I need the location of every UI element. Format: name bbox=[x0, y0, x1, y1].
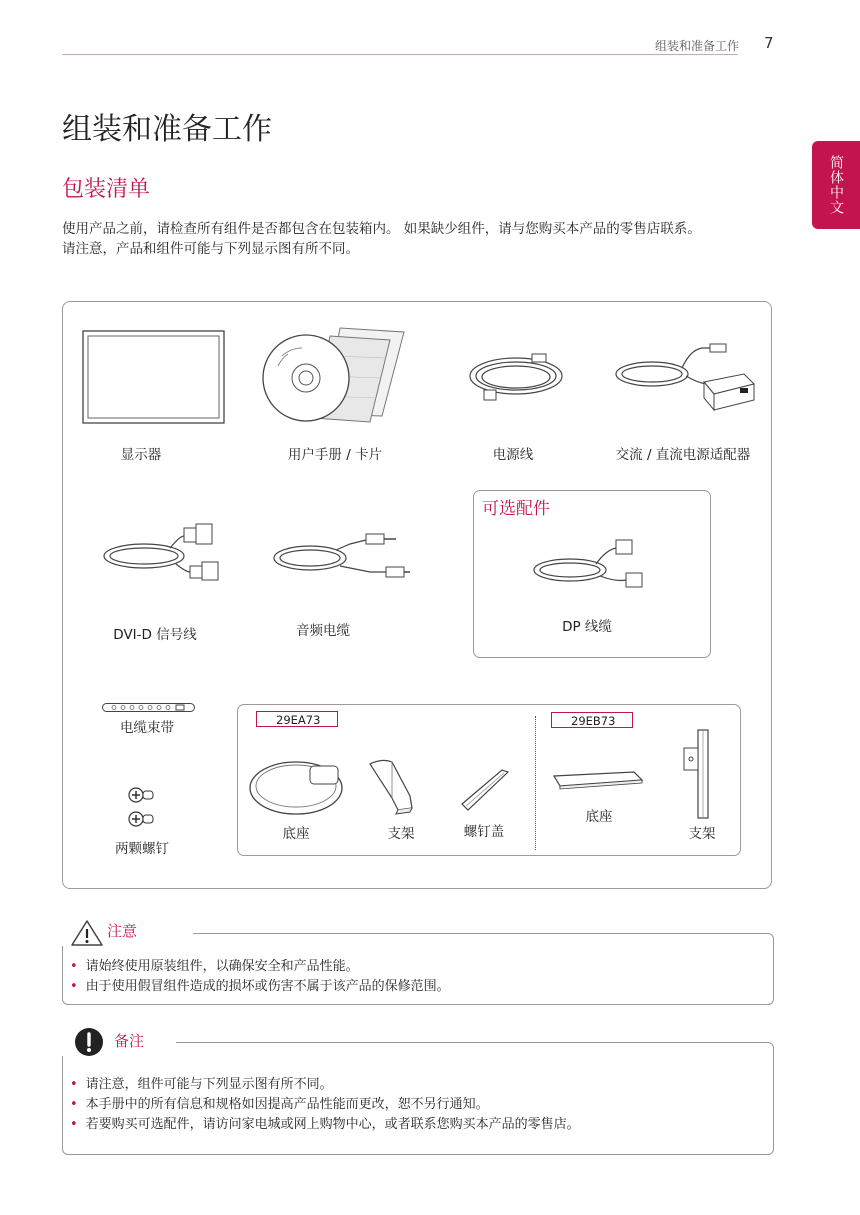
caution-title: 注意 bbox=[101, 920, 143, 941]
intro-text bbox=[62, 219, 701, 259]
item-label-screws: 两颗螺钉 bbox=[115, 841, 169, 857]
item-label-monitor: 显示器 bbox=[120, 447, 162, 463]
running-header-title: 组装和准备工作 bbox=[654, 39, 739, 53]
note-list bbox=[70, 1075, 580, 1135]
item-label-audio: 音频电缆 bbox=[296, 623, 350, 639]
note-item: • 若要购买可选配件，请访问家电城或网上购物中心，或者联系您购买本产品的零售店。 bbox=[70, 1117, 580, 1132]
header-rule bbox=[62, 54, 738, 55]
item-label-cable-tie: 电缆束带 bbox=[120, 720, 174, 736]
caution-item: • 请始终使用原装组件，以确保安全和产品性能。 bbox=[70, 959, 359, 974]
note-item: • 请注意，组件可能与下列显示图有所不同。 bbox=[70, 1077, 333, 1092]
section-title: 包装清单 bbox=[62, 177, 151, 202]
stand-29eb73-illustration bbox=[682, 728, 716, 820]
item-label-base-ea: 底座 bbox=[282, 826, 310, 842]
model-divider bbox=[535, 716, 536, 850]
caution-list bbox=[70, 957, 450, 997]
intro-line: 使用产品之前，请检查所有组件是否都包含在包装箱内。 如果缺少组件，请与您购买本产品的零售店联系。 bbox=[62, 221, 701, 237]
intro-line: 请注意，产品和组件可能与下列显示图有所不同。 bbox=[62, 241, 359, 257]
model-tag-29eb73: 29EB73 bbox=[551, 712, 633, 728]
item-label-adapter: 交流 / 直流电源适配器 bbox=[615, 447, 751, 463]
caution-item: • 由于使用假冒组件造成的损坏或伤害不属于该产品的保修范围。 bbox=[70, 979, 450, 994]
manual-cd-illustration bbox=[262, 326, 408, 426]
screw-cover-illustration bbox=[458, 768, 512, 812]
model-tag-29ea73: 29EA73 bbox=[256, 711, 338, 727]
item-label-manual: 用户手册 / 卡片 bbox=[287, 447, 383, 463]
dvi-cable-illustration bbox=[100, 520, 224, 582]
screws-illustration bbox=[128, 786, 158, 830]
power-cord-illustration bbox=[466, 350, 568, 406]
base-29ea73-illustration bbox=[248, 754, 352, 816]
language-tab[interactable]: 简体中文 bbox=[812, 141, 860, 229]
optional-accessories-title: 可选配件 bbox=[482, 499, 550, 519]
info-exclamation-icon bbox=[74, 1027, 104, 1057]
item-label-stand-ea: 支架 bbox=[387, 826, 415, 842]
item-label-dp: DP 线缆 bbox=[562, 619, 612, 635]
item-label-power-cord: 电源线 bbox=[492, 447, 534, 463]
page-title: 组装和准备工作 bbox=[62, 112, 272, 147]
note-title: 备注 bbox=[108, 1030, 150, 1051]
item-label-screw-cover: 螺钉盖 bbox=[463, 824, 505, 840]
page-number: 7 bbox=[764, 34, 774, 52]
dp-cable-illustration bbox=[530, 536, 652, 594]
ac-adapter-illustration bbox=[612, 340, 758, 418]
audio-cable-illustration bbox=[270, 526, 410, 582]
note-item: • 本手册中的所有信息和规格如因提高产品性能而更改，恕不另行通知。 bbox=[70, 1097, 489, 1112]
stand-29ea73-illustration bbox=[366, 758, 420, 814]
cable-tie-illustration bbox=[102, 703, 196, 713]
item-label-stand-eb: 支架 bbox=[688, 826, 716, 842]
base-29eb73-illustration bbox=[552, 770, 644, 790]
item-label-dvi: DVI-D 信号线 bbox=[113, 627, 197, 643]
monitor-illustration bbox=[82, 330, 226, 425]
warning-triangle-icon bbox=[70, 919, 104, 947]
item-label-base-eb: 底座 bbox=[585, 809, 613, 825]
